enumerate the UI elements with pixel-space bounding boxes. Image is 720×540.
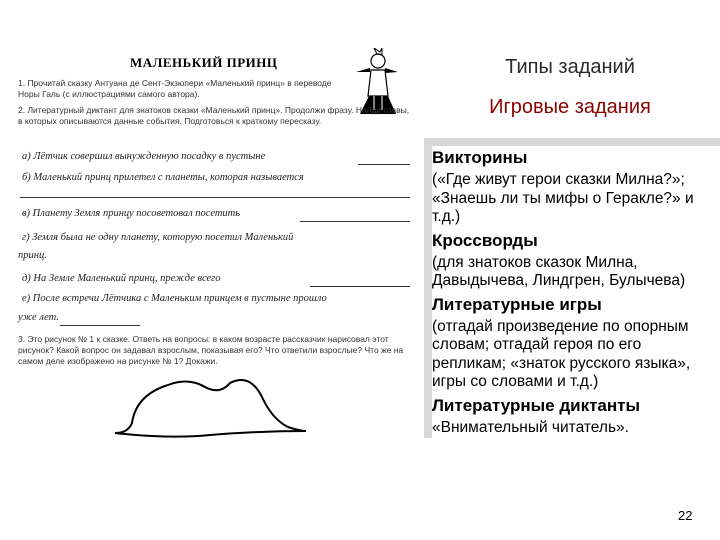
section-text: («Где живут герои сказки Милна?»; «Знаешь ли ты мифы о Геракле?» и т.д.) [432, 171, 694, 225]
dictation-line-a: а) Лётчик совершил вынужденную посадку в пустыне [22, 151, 266, 162]
worksheet-image [0, 40, 420, 460]
task2-text: 2. Литературный диктант для знатоков сказки «Маленький принц». Продолжи фразу. Найди главы, в которых описываются данные события. Подготовься к краткому пересказу. [18, 105, 410, 126]
section-heading: Литературные игры [432, 294, 602, 314]
dictation-line-e: е) После встречи Лётчика с Маленьким принцем в пустыне прошло [22, 293, 327, 304]
section-text: (для знатоков сказок Милна, Давыдычева, Линдгрен, Булычева) [432, 253, 686, 289]
answer-line [20, 197, 410, 198]
task1-text: 1. Прочитай сказку Антуана де Сент-Экзюпери «Маленький принц» в переводе Норы Галь (с иллюстрациями самого автора). [18, 78, 332, 99]
page-number: 22 [678, 508, 693, 523]
slide-title: Типы заданий [505, 56, 635, 78]
worksheet-title: МАЛЕНЬКИЙ ПРИНЦ [130, 55, 278, 70]
boa-drawing [110, 375, 310, 445]
answer-line [60, 325, 140, 326]
section-heading: Викторины [432, 148, 528, 167]
dictation-line-g2: принц. [18, 250, 47, 261]
dictation-line-g: г) Земля была не одну планету, которую посетил Маленький [22, 232, 294, 243]
dictation-line-b: б) Маленький принц прилетел с планеты, которая называется [22, 172, 304, 183]
section-heading: Литературные диктанты [432, 395, 640, 415]
section-text: «Внимательный читатель». [432, 418, 629, 436]
vertical-bar [424, 138, 432, 438]
answer-line [300, 221, 410, 222]
task3-text: 3. Это рисунок № 1 к сказке. Ответь на вопросы: в каком возрасте рассказчик нарисовал этот рисунок? Какой вопрос он задавал взрослым, показывая его? Что ответили взрослые? Что же на самом деле изображено на рисунке № 1? Докажи. [18, 334, 404, 366]
dictation-line-d: д) На Земле Маленький принц, прежде всего [22, 273, 221, 284]
dictation-line-e2: уже лет. [18, 312, 60, 323]
slide-subtitle: Игровые задания [489, 96, 651, 118]
section-heading: Кроссворды [432, 230, 538, 250]
section-text: (отгадай произведение по опорным словам; отгадай героя по его репликам; «знаток русского языка», игры со словами и т.д.) [432, 317, 691, 390]
divider-bar [424, 138, 720, 146]
answer-line [358, 164, 410, 165]
dictation-line-v: в) Планету Земля принцу посоветовал посетить [22, 208, 241, 219]
task-types-list [432, 148, 702, 441]
answer-line [310, 286, 410, 287]
